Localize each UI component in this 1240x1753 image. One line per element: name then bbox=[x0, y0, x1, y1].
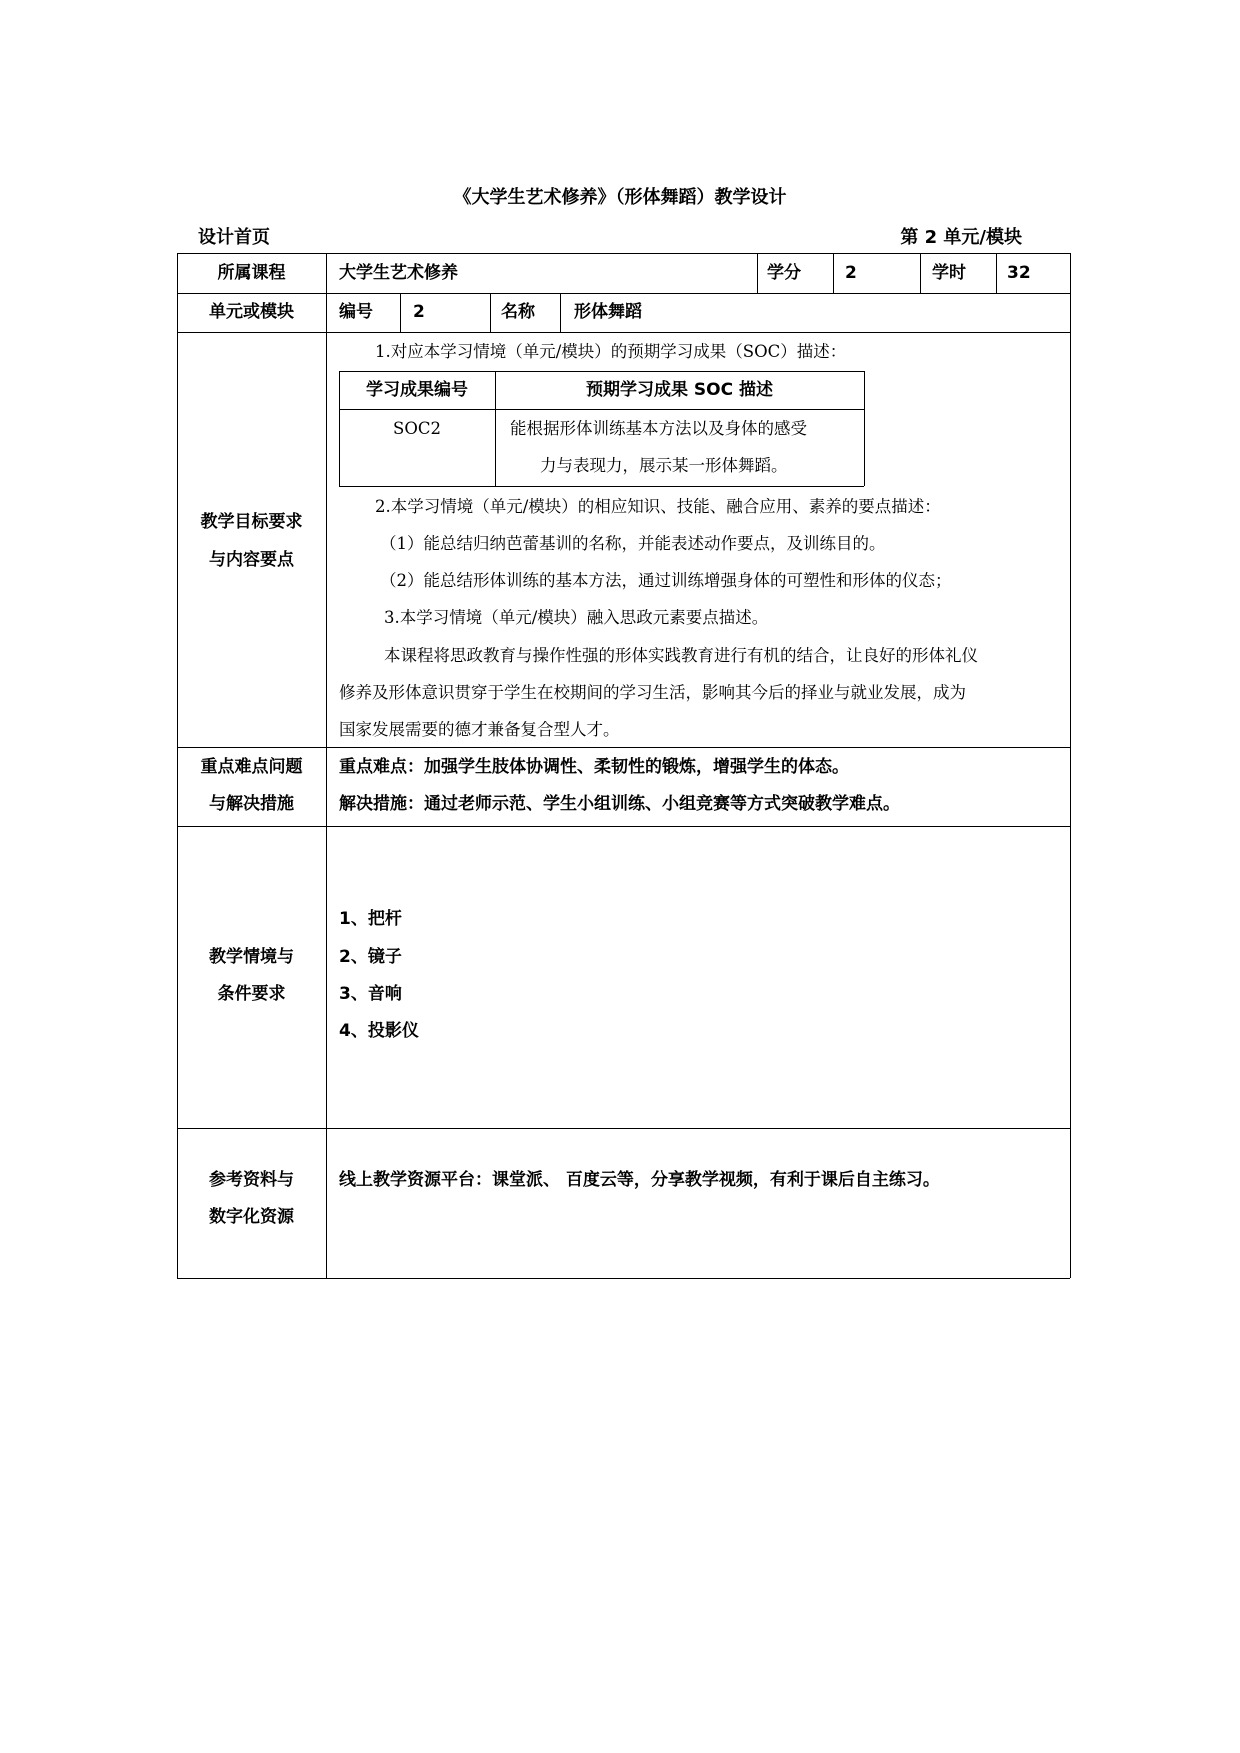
condition-item: 1、把杆 bbox=[339, 909, 402, 929]
soc-desc-line2: 力与表现力，展示某一形体舞蹈。 bbox=[540, 456, 788, 475]
soc-desc-line1: 能根据形体训练基本方法以及身体的感受 bbox=[510, 419, 807, 438]
table-row-divider bbox=[177, 1128, 1070, 1129]
header-unit-module: 第 2 单元/模块 bbox=[900, 227, 1022, 248]
soc-header-desc: 预期学习成果 SOC 描述 bbox=[585, 380, 773, 400]
document-title: 《大学生艺术修养》（形体舞蹈）教学设计 bbox=[453, 187, 787, 208]
table-cell-divider bbox=[560, 293, 561, 332]
soc-code: SOC2 bbox=[393, 419, 441, 438]
objectives-item2: （2）能总结形体训练的基本方法，通过训练增强身体的可塑性和形体的仪态； bbox=[380, 571, 952, 590]
table-cell-divider bbox=[920, 253, 921, 293]
objectives-point3: 3.本学习情境（单元/模块）融入思政元素要点描述。 bbox=[384, 608, 769, 627]
objectives-intro: 1.对应本学习情境（单元/模块）的预期学习成果（SOC）描述： bbox=[375, 342, 847, 361]
course-name: 大学生艺术修养 bbox=[339, 263, 458, 283]
objectives-label-line2: 与内容要点 bbox=[209, 550, 294, 570]
ideology-para-line2: 修养及形体意识贯穿于学生在校期间的学习生活，影响其今后的择业与就业发展，成为 bbox=[339, 683, 966, 702]
soc-table-row-divider bbox=[339, 409, 864, 410]
objectives-point2: 2.本学习情境（单元/模块）的相应知识、技能、融合应用、素养的要点描述： bbox=[375, 497, 941, 516]
table-row-divider bbox=[177, 826, 1070, 827]
unit-number-value: 2 bbox=[413, 302, 425, 322]
measures-text: 解决措施：通过老师示范、学生小组训练、小组竞赛等方式突破教学难点。 bbox=[339, 794, 900, 814]
objectives-item1: （1）能总结归纳芭蕾基训的名称，并能表述动作要点，及训练目的。 bbox=[380, 534, 886, 553]
condition-item: 3、音响 bbox=[339, 984, 402, 1004]
conditions-label-line2: 条件要求 bbox=[217, 984, 286, 1004]
unit-name-label: 名称 bbox=[501, 302, 535, 322]
soc-table-border-top bbox=[339, 371, 864, 372]
soc-header-code: 学习成果编号 bbox=[366, 380, 468, 400]
difficulties-label-line2: 与解决措施 bbox=[209, 794, 294, 814]
soc-table-border-right bbox=[864, 371, 865, 486]
resources-label-line1: 参考资料与 bbox=[209, 1170, 294, 1190]
table-cell-divider bbox=[490, 293, 491, 332]
header-design-homepage: 设计首页 bbox=[198, 227, 270, 248]
table-border-right bbox=[1070, 253, 1071, 1278]
unit-label: 单元或模块 bbox=[209, 302, 294, 322]
table-cell-divider bbox=[757, 253, 758, 293]
credit-value: 2 bbox=[845, 263, 857, 283]
ideology-para-line1: 本课程将思政教育与操作性强的形体实践教育进行有机的结合，让良好的形体礼仪 bbox=[384, 646, 978, 665]
difficulties-label-line1: 重点难点问题 bbox=[200, 757, 303, 777]
condition-item: 4、投影仪 bbox=[339, 1021, 419, 1041]
soc-table-border-bottom bbox=[339, 486, 864, 487]
credit-label: 学分 bbox=[767, 263, 801, 283]
unit-number-label: 编号 bbox=[339, 302, 373, 322]
hours-label: 学时 bbox=[932, 263, 966, 283]
condition-item: 2、镜子 bbox=[339, 947, 402, 967]
table-row-divider bbox=[177, 293, 1070, 294]
key-points-text: 重点难点：加强学生肢体协调性、柔韧性的锻炼，增强学生的体态。 bbox=[339, 757, 849, 777]
unit-name-value: 形体舞蹈 bbox=[574, 302, 642, 322]
table-row-divider bbox=[177, 332, 1070, 333]
resources-text: 线上教学资源平台：课堂派、 百度云等，分享教学视频，有利于课后自主练习。 bbox=[339, 1170, 940, 1190]
table-label-divider bbox=[326, 253, 327, 1278]
table-row-divider bbox=[177, 747, 1070, 748]
table-cell-divider bbox=[833, 253, 834, 293]
course-label: 所属课程 bbox=[217, 263, 286, 283]
hours-value: 32 bbox=[1007, 263, 1031, 283]
ideology-para-line3: 国家发展需要的德才兼备复合型人才。 bbox=[339, 720, 620, 739]
conditions-label-line1: 教学情境与 bbox=[209, 947, 294, 967]
objectives-label-line1: 教学目标要求 bbox=[200, 512, 303, 532]
table-cell-divider bbox=[400, 293, 401, 332]
table-border-bottom bbox=[177, 1278, 1070, 1279]
table-cell-divider bbox=[996, 253, 997, 293]
table-border-top bbox=[177, 253, 1070, 254]
resources-label-line2: 数字化资源 bbox=[209, 1207, 294, 1227]
